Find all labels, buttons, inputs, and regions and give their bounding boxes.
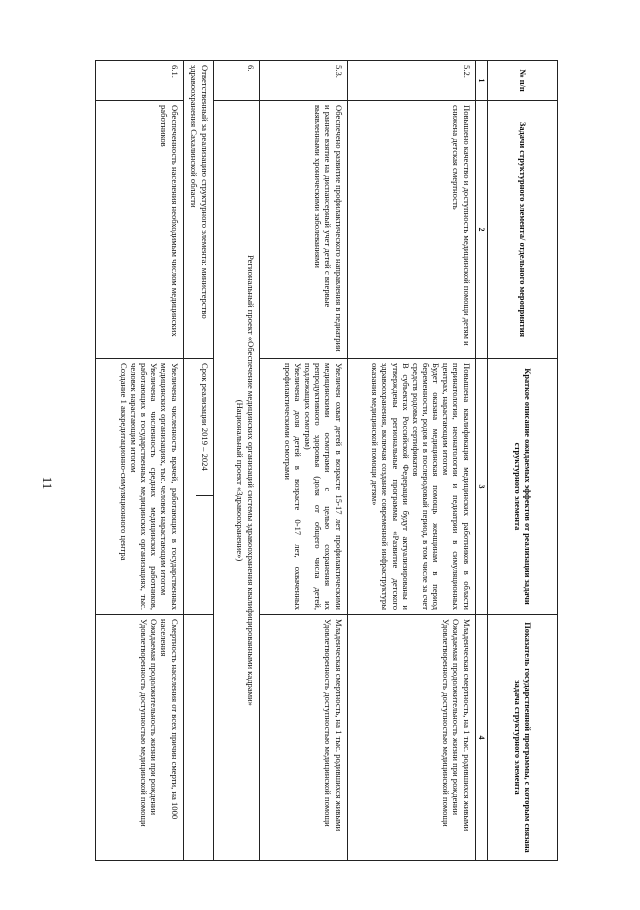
project-title: Региональный проект «Обеспечение медицинских организаций системы здравоохранения квалифицированными кадрами»	[245, 255, 256, 706]
row-number: 5.3.	[259, 61, 347, 101]
effect-line: Повышена квалификация медицинских работников в области перинатологии, неонатологии и педиатрии в симуляционных центрах, нарастающим итогом	[441, 363, 472, 610]
row-number: 6.1.	[95, 61, 183, 101]
effect-line: Увеличена доля детей в возрасте 0-17 лет, охваченных профилактическими осмотрами	[282, 363, 303, 610]
table-row	[347, 61, 475, 861]
effect-line: Увеличена численность врачей, работающих в государственных медицинских организациях, тыс. человек нарастающим итогом	[159, 363, 180, 610]
header-effects: Краткое описание ожидаемых эффектов от реализации задачи структурного элемента	[488, 359, 558, 615]
table-row	[95, 61, 183, 861]
effects-cell	[95, 359, 183, 615]
term-blank	[196, 496, 212, 504]
term-cell	[183, 359, 213, 615]
rotated-table-page	[38, 60, 558, 860]
indicator-line: Ожидаемая продолжительность жизни при рождении	[149, 619, 160, 816]
program-table	[95, 60, 558, 861]
column-number: 3	[475, 359, 487, 615]
header-indicator: Показатель государственной программы, с которым связана задача структурного элемента	[488, 615, 558, 861]
indicator-line: Младенческая смертность, на 1 тыс. родившихся живыми	[333, 619, 344, 832]
column-number: 2	[475, 101, 487, 359]
column-number: 4	[475, 615, 487, 861]
indicator-line: Удовлетворенность доступностью медицинской помощи	[139, 619, 150, 827]
row-number: 6.	[213, 61, 259, 101]
indicator-line: Удовлетворенность доступностью медицинской помощи	[323, 619, 334, 827]
indicators-cell	[95, 615, 183, 861]
table-row	[259, 61, 347, 861]
page-number: 11	[40, 476, 55, 490]
project-header-row	[213, 61, 259, 861]
task-cell: Обеспеченность населения необходимым числом медицинских работников	[95, 101, 183, 359]
effect-line: Создание 1 аккредитационно-симуляционного центра	[118, 363, 129, 561]
project-responsible-row	[183, 61, 213, 861]
responsible-cell: Ответственный за реализацию структурного элемента: министерство здравоохранения Сахалинской области	[183, 61, 213, 359]
indicator-line: Младенческая смертность, на 1 тыс. родившихся живыми	[461, 619, 472, 832]
indicator-line: Смертность населения от всех причин смерти, на 1000 населения	[159, 619, 180, 820]
indicators-cell	[347, 615, 475, 861]
row-number: 5.2.	[347, 61, 475, 101]
effect-line: Будет оказана медицинская помощь женщинам в период беременности, родов и в послеродовый период, в том числе за счет средств родовых сертификатов	[410, 363, 442, 610]
column-numbers-row	[475, 61, 487, 861]
task-cell: Обеспечено развитие профилактического направления в педиатрии и раннее взятие на диспансерный учет детей с впервые выявленными хроническими заболеваниями	[259, 101, 347, 359]
task-cell: Повышено качество и доступность медицинской помощи детям и снижена детская смертность	[347, 101, 475, 359]
project-title-cell	[213, 101, 259, 861]
empty-cell	[183, 615, 213, 861]
effect-line: Увеличен охват детей в возрасте 15-17 лет профилактическими медицинскими осмотрами с целью сохранения их репродуктивного здоровья (доля от общего числа детей, подлежащих осмотрам)	[303, 363, 344, 610]
indicator-line: Ожидаемая продолжительность жизни при рождении	[451, 619, 462, 816]
project-subtitle: (Национальный проект «Здравоохранение»)	[235, 399, 246, 562]
effects-cell	[347, 359, 475, 615]
column-number: 1	[475, 61, 487, 101]
indicators-cell	[259, 615, 347, 861]
header-number: № п/п	[488, 61, 558, 101]
term-label: Срок реализации 2019 – 2024	[196, 359, 212, 496]
effect-line: В субъектах Российской Федерации будут актуализированы и утверждены региональные программы «Развитие детского здравоохранения, включая создание современной инфраструктуры оказания медицинской помощи детям»	[370, 363, 411, 610]
effects-cell	[259, 359, 347, 615]
header-task: Задачи структурного элемента/ отдельного мероприятия	[488, 101, 558, 359]
effect-line: Увеличена численность средних медицинских работников, работающих в государственных медицинских организациях, тыс. человек нарастающим итогом	[129, 363, 160, 610]
indicator-line: Удовлетворенность доступностью медицинской помощи	[441, 619, 452, 827]
